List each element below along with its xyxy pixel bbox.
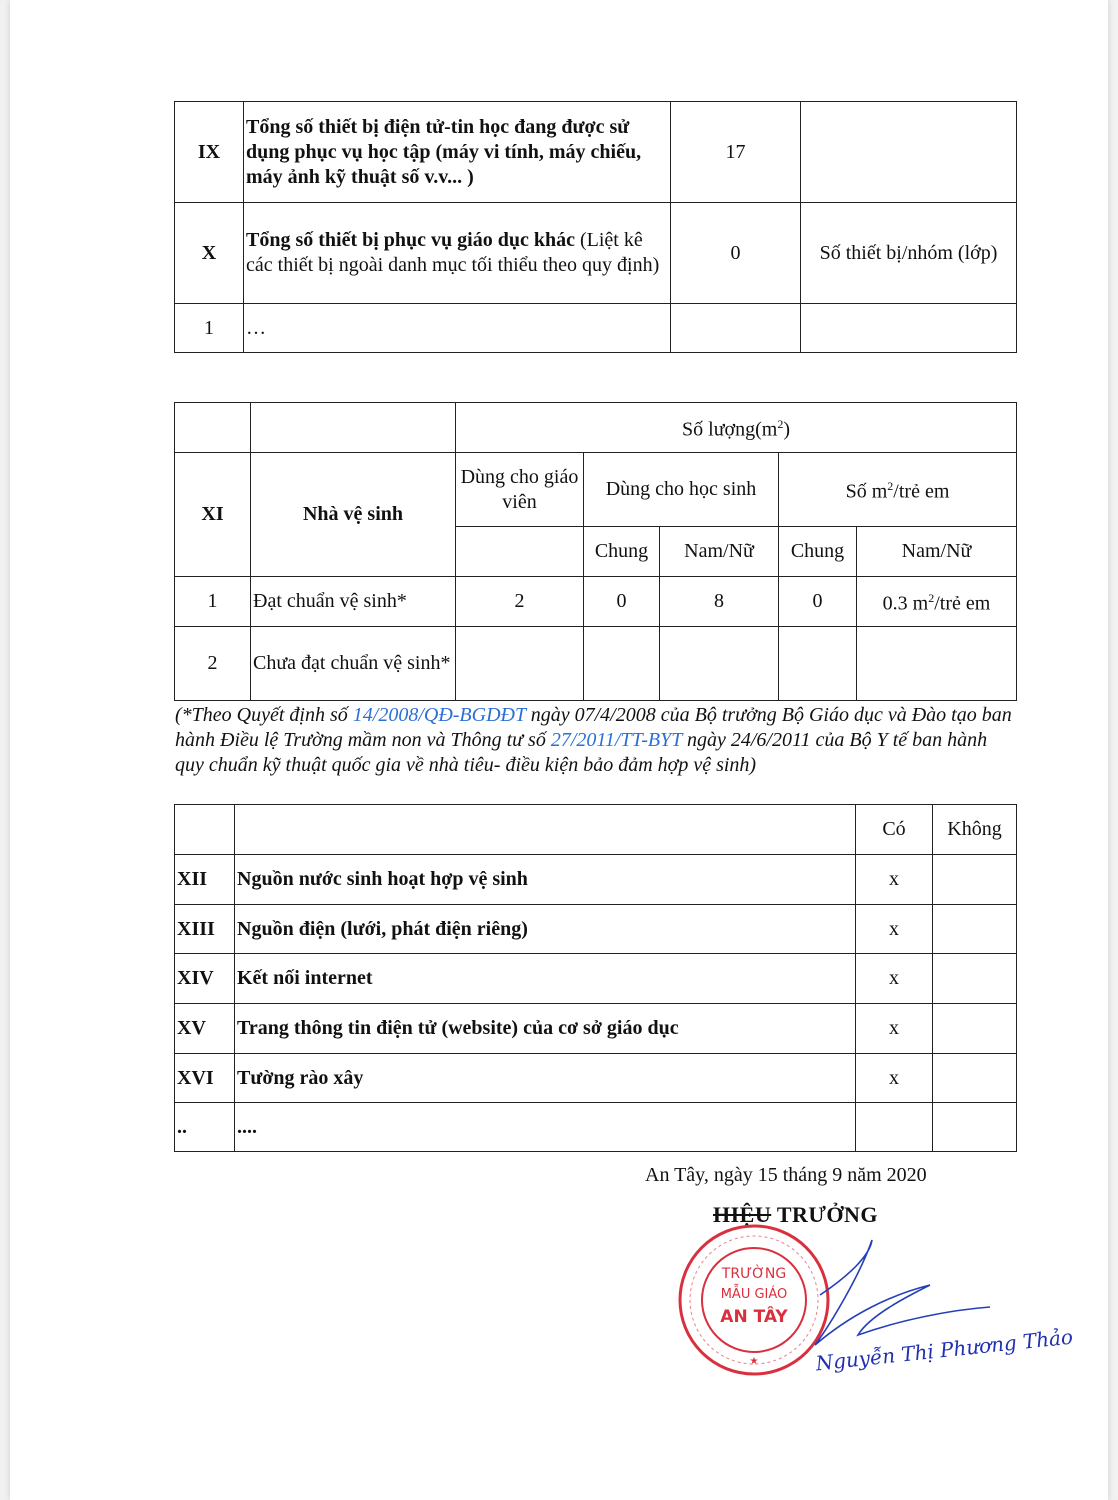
svg-text:TRƯỜNG: TRƯỜNG [721, 1266, 787, 1282]
svg-text:MẪU GIÁO: MẪU GIÁO [720, 1287, 788, 1302]
row-number: XIII [175, 905, 235, 954]
circular-link[interactable]: 27/2011/TT-BYT [550, 729, 682, 751]
row-male-female: 0.3 $m^2$/trẻ em [857, 577, 1017, 627]
table-row [175, 577, 1017, 627]
col-students: Dùng cho học sinh [584, 453, 779, 527]
row-note [801, 304, 1017, 353]
empty-cell [779, 627, 857, 701]
row-common: 0 [779, 577, 857, 627]
sub-common: Chung [779, 527, 857, 577]
col-per-child: Số $m^2$/trẻ em [779, 453, 1017, 527]
signing-date: An Tây, ngày 15 tháng 9 năm 2020 [645, 1164, 927, 1186]
row-no [933, 1004, 1017, 1054]
row-number: XV [175, 1004, 235, 1054]
table-row [175, 1103, 1017, 1152]
row-value [671, 304, 801, 353]
col-yes: Có [856, 805, 933, 855]
row-number: 1 [175, 577, 251, 627]
table-row [175, 1004, 1017, 1054]
row-number: 2 [175, 627, 251, 701]
row-yes [856, 1103, 933, 1152]
row-text: Trang thông tin điện tử (website) của cơ sở giáo dục [235, 1004, 856, 1054]
row-note: Số thiết bị/nhóm (lớp) [801, 203, 1017, 304]
row-yes: x [856, 855, 933, 905]
empty-cell [660, 627, 779, 701]
row-no [933, 905, 1017, 954]
row-name: Chưa đạt chuẩn vệ sinh* [251, 627, 456, 701]
row-common: 0 [584, 577, 660, 627]
empty-cell [857, 627, 1017, 701]
table-row [175, 1054, 1017, 1103]
row-description: Tổng số thiết bị điện tử-tin học đang được sử dụng phục vụ học tập (máy vi tính, máy chiếu, máy ảnh kỹ thuật số v.v... ) [244, 102, 671, 203]
row-teacher: 2 [456, 577, 584, 627]
row-number: XVI [175, 1054, 235, 1103]
facilities-table [174, 804, 1017, 1152]
footnote: (*Theo Quyết định số 14/2008/QĐ-BGDĐT ngày 07/4/2008 của Bộ trưởng Bộ Giáo dục và Đào tạo ban hành Điều lệ Trường mầm non và Thông tư số 27/2011/TT-BYT ngày 24/6/2011 của Bộ Y tế ban hành quy chuẩn kỹ thuật quốc gia về nhà tiêu- điều kiện bảo đảm hợp vệ sinh) [175, 704, 1012, 776]
empty-cell [175, 403, 251, 453]
document-page [10, 0, 1108, 1500]
sub-male-female: Nam/Nữ [660, 527, 779, 577]
row-text: .... [235, 1103, 856, 1152]
row-note [801, 102, 1017, 203]
row-yes: x [856, 905, 933, 954]
section-number: XI [175, 453, 251, 577]
row-text: Tường rào xây [235, 1054, 856, 1103]
signature-name: Nguyễn Thị Phương Thảo [814, 1324, 1075, 1376]
table-row [175, 627, 1017, 701]
table-row [175, 855, 1017, 905]
empty-cell [456, 627, 584, 701]
empty-cell [251, 403, 456, 453]
toilet-table [174, 402, 1017, 701]
row-male-female: 8 [660, 577, 779, 627]
decision-link[interactable]: 14/2008/QĐ-BGDĐT [352, 704, 526, 726]
empty-cell [456, 527, 584, 577]
row-text: Nguồn nước sinh hoạt hợp vệ sinh [235, 855, 856, 905]
row-no [933, 1103, 1017, 1152]
table-row [175, 954, 1017, 1004]
sub-common: Chung [584, 527, 660, 577]
sub-male-female: Nam/Nữ [857, 527, 1017, 577]
row-no [933, 954, 1017, 1004]
table-row [175, 203, 1017, 304]
row-yes: x [856, 1004, 933, 1054]
col-teacher: Dùng cho giáo viên [456, 453, 584, 527]
col-no: Không [933, 805, 1017, 855]
row-name: Đạt chuẩn vệ sinh* [251, 577, 456, 627]
row-no [933, 855, 1017, 905]
section-title: Nhà vệ sinh [251, 453, 456, 577]
row-number: 1 [175, 304, 244, 353]
table-row [175, 905, 1017, 954]
row-yes: x [856, 1054, 933, 1103]
row-value: 17 [671, 102, 801, 203]
row-text: Nguồn điện (lưới, phát điện riêng) [235, 905, 856, 954]
row-value: 0 [671, 203, 801, 304]
principal-title: HIỆU TRƯỞNG [713, 1202, 879, 1227]
table-row [175, 102, 1017, 203]
empty-cell [235, 805, 856, 855]
row-description: … [244, 304, 671, 353]
empty-cell [175, 805, 235, 855]
quantity-header: Số $lượng(m^2)$ [456, 403, 1017, 453]
row-description: Tổng số thiết bị phục vụ giáo dục khác (Liệt kê các thiết bị ngoài danh mục tối thiểu theo quy định) [244, 203, 671, 304]
row-text: Kết nối internet [235, 954, 856, 1004]
row-number: IX [175, 102, 244, 203]
row-number: .. [175, 1103, 235, 1152]
svg-text:★: ★ [749, 1356, 759, 1367]
row-number: X [175, 203, 244, 304]
equipment-table [174, 101, 1017, 353]
table-row [175, 304, 1017, 353]
svg-text:AN TÂY: AN TÂY [720, 1307, 788, 1327]
empty-cell [584, 627, 660, 701]
row-number: XII [175, 855, 235, 905]
row-yes: x [856, 954, 933, 1004]
row-no [933, 1054, 1017, 1103]
row-number: XIV [175, 954, 235, 1004]
